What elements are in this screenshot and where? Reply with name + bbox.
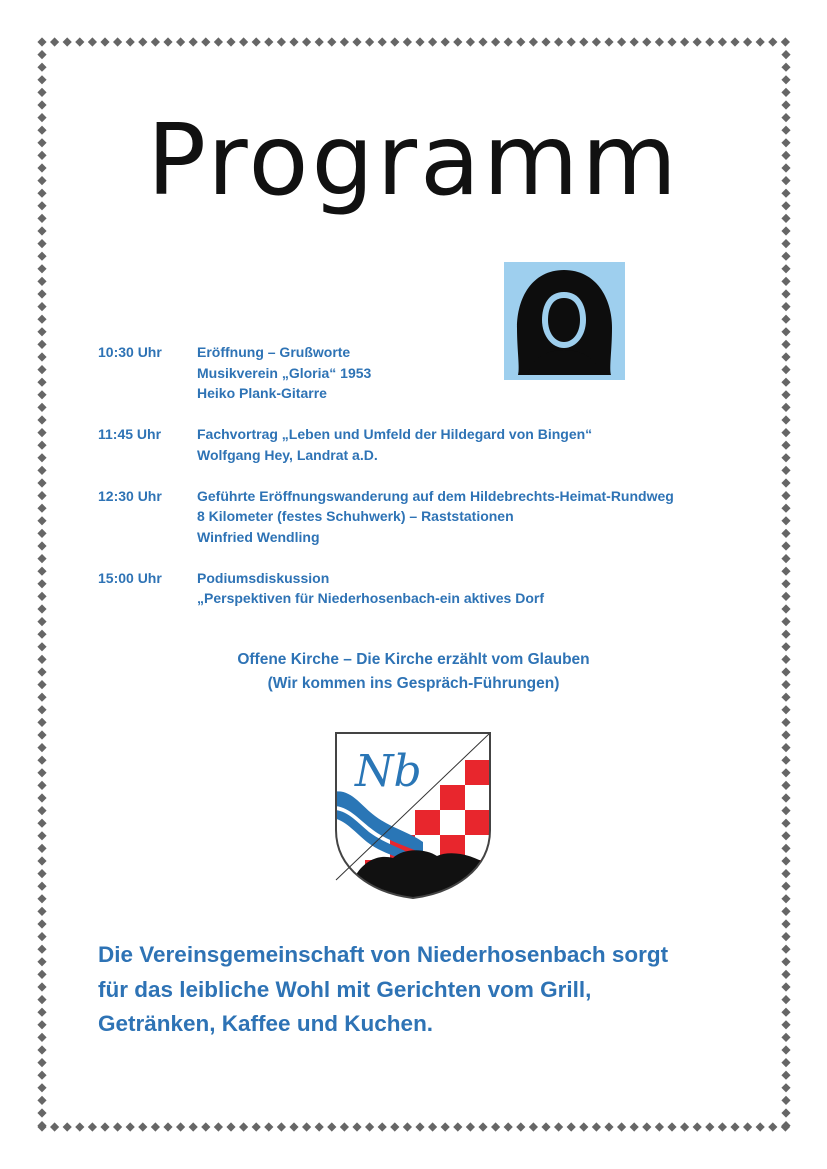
closing-notice [98,938,778,1042]
schedule-time: 10:30 Uhr [98,344,162,360]
schedule-line: Musikverein „Gloria“ 1953 [197,364,372,381]
coat-monogram: Nb [355,746,422,797]
open-church-notice [0,648,827,696]
schedule-time: 11:45 Uhr [98,426,162,442]
schedule-line: 8 Kilometer (festes Schuhwerk) – Raststationen [197,508,514,524]
closing-line: Getränken, Kaffee und Kuchen. [98,1011,434,1036]
closing-line: Die Vereinsgemeinschaft von Niederhosenbach sorgt [98,942,669,967]
schedule-entry [98,568,738,609]
schedule-line: Winfried Wendling [197,528,320,545]
schedule-entry [98,424,738,465]
schedule-line: Geführte Eröffnungswanderung auf dem Hildebrechts-Heimat-Rundweg [197,487,674,504]
schedule-line: Heiko Plank-Gitarre [197,385,327,401]
schedule-line: „Perspektiven für Niederhosenbach-ein aktives Dorf [197,590,544,606]
schedule-line: Fachvortrag „Leben und Umfeld der Hildegard von Bingen“ [197,426,593,442]
schedule-time: 15:00 Uhr [98,569,162,586]
schedule-line: Podiumsdiskussion [197,569,330,586]
open-church-line: Offene Kirche – Die Kirche erzählt vom Glauben [237,651,590,668]
schedule-line: Eröffnung – Grußworte [197,344,351,360]
schedule-time: 12:30 Uhr [98,487,162,504]
page-title: Programm [147,104,680,218]
schedule-entry [98,342,738,404]
schedule [98,342,738,629]
schedule-entry [98,486,738,548]
closing-line: für das leibliche Wohl mit Gerichten vom Grill, [98,976,592,1002]
coat-of-arms-icon [333,730,493,900]
schedule-line: Wolfgang Hey, Landrat a.D. [197,446,378,463]
open-church-line: (Wir kommen ins Gespräch-Führungen) [267,675,560,692]
